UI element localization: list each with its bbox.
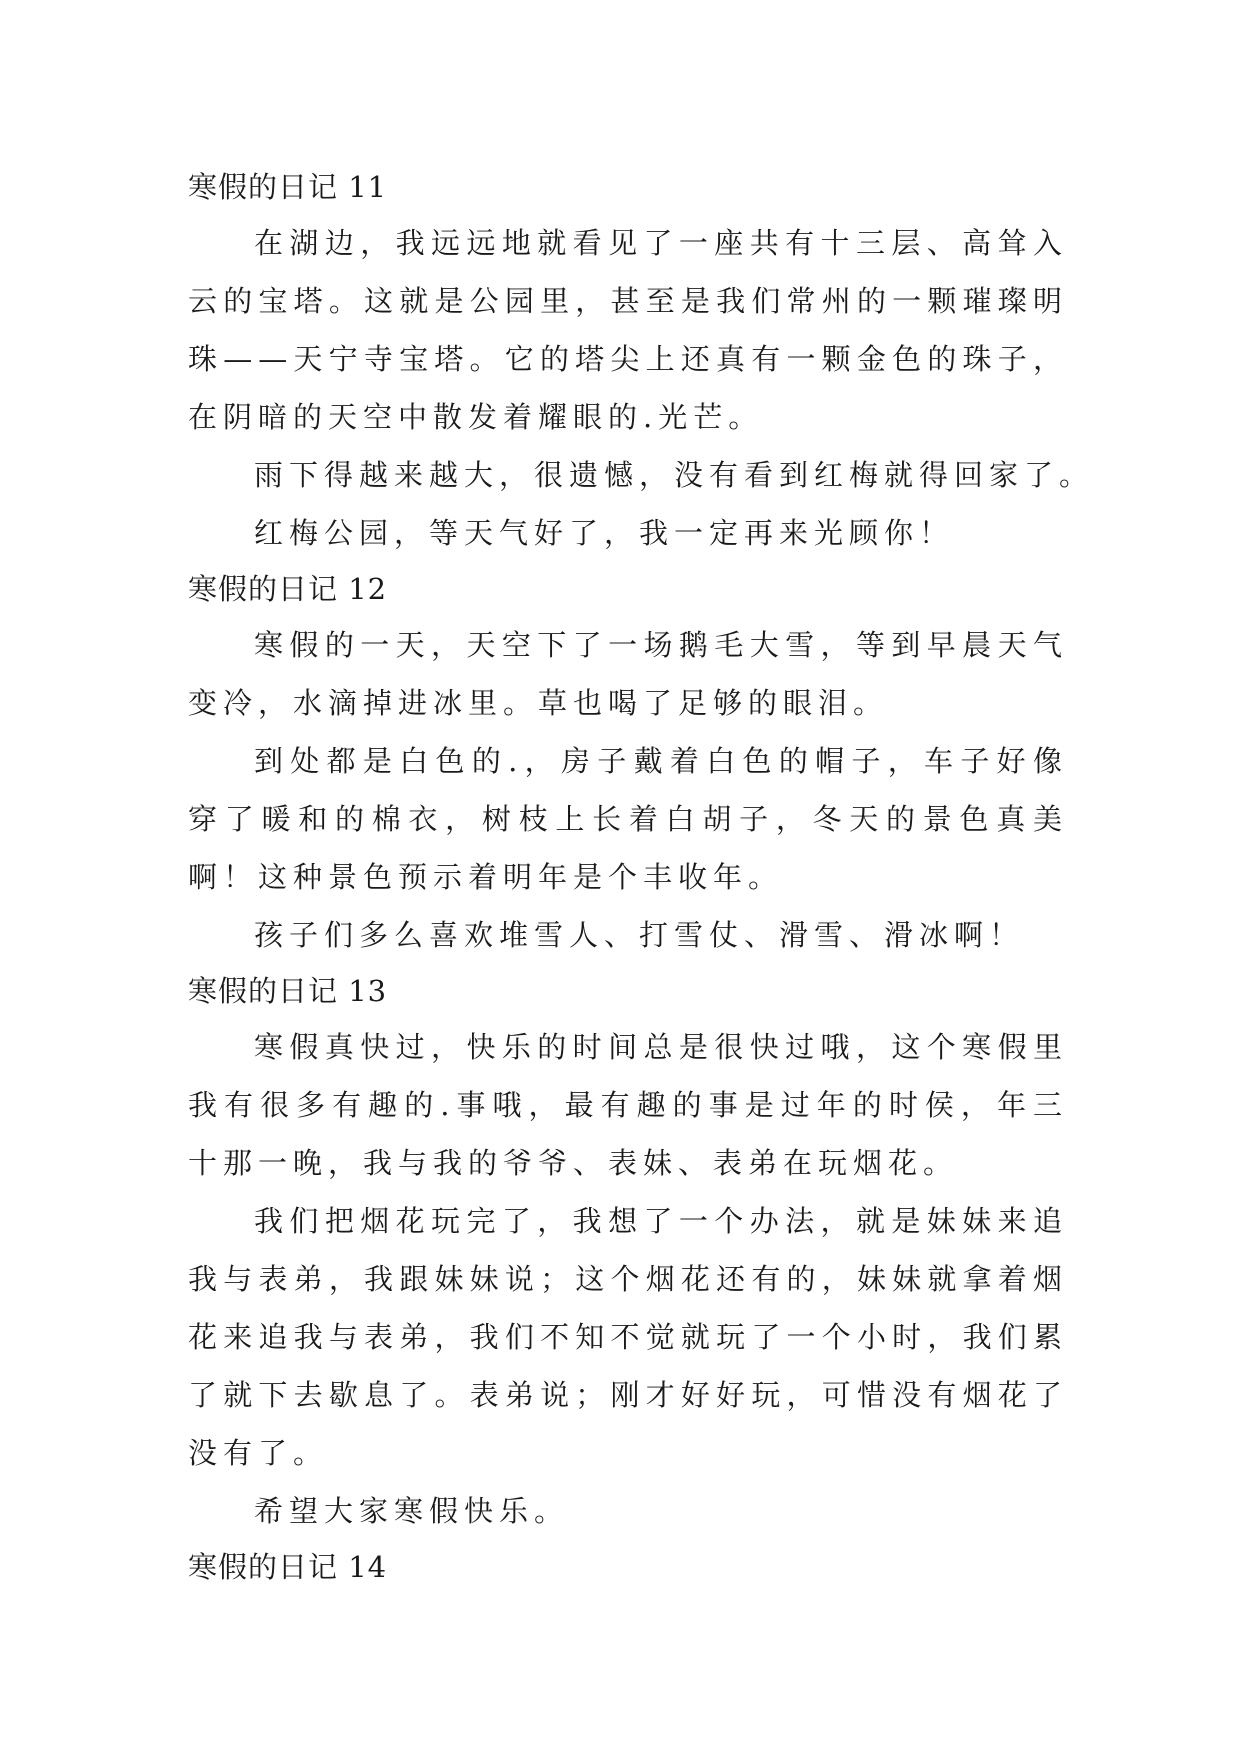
section-title-14: 寒假的日记 14: [188, 1550, 388, 1584]
paragraph: 我们把烟花玩完了，我想了一个办法，就是妹妹来追我与表弟，我跟妹妹说；这个烟花还有的，妹妹就拿着烟花来追我与表弟，我们不知不觉就玩了一个小时，我们累了就下去歇息了。表弟说；刚才好好玩，可惜没有烟花了没有了。: [188, 1204, 1068, 1470]
paragraph: 希望大家寒假快乐。: [254, 1494, 570, 1528]
document-body: [188, 160, 1095, 1594]
section-title-13: 寒假的日记 13: [188, 974, 388, 1008]
paragraph: 到处都是白色的.，房子戴着白色的帽子，车子好像穿了暖和的棉衣，树枝上长着白胡子，冬天的景色真美啊！这种景色预示着明年是个丰收年。: [188, 744, 1068, 894]
paragraph: 孩子们多么喜欢堆雪人、打雪仗、滑雪、滑冰啊！: [254, 918, 1025, 952]
paragraph: 寒假的一天，天空下了一场鹅毛大雪，等到早晨天气变冷，水滴掉进冰里。草也喝了足够的眼泪。: [188, 628, 1068, 720]
section-title-11: 寒假的日记 11: [188, 170, 388, 204]
paragraph: 红梅公园，等天气好了，我一定再来光顾你！: [254, 516, 955, 550]
section-title-12: 寒假的日记 12: [188, 572, 388, 606]
paragraph: 雨下得越来越大，很遗憾，没有看到红梅就得回家了。: [254, 458, 1095, 492]
paragraph: 寒假真快过，快乐的时间总是很快过哦，这个寒假里我有很多有趣的.事哦，最有趣的事是过年的时侯，年三十那一晚，我与我的爷爷、表妹、表弟在玩烟花。: [188, 1030, 1068, 1180]
paragraph: 在湖边，我远远地就看见了一座共有十三层、高耸入云的宝塔。这就是公园里，甚至是我们常州的一颗璀璨明珠——天宁寺宝塔。它的塔尖上还真有一颗金色的珠子，在阴暗的天空中散发着耀眼的.光芒。: [188, 226, 1068, 434]
